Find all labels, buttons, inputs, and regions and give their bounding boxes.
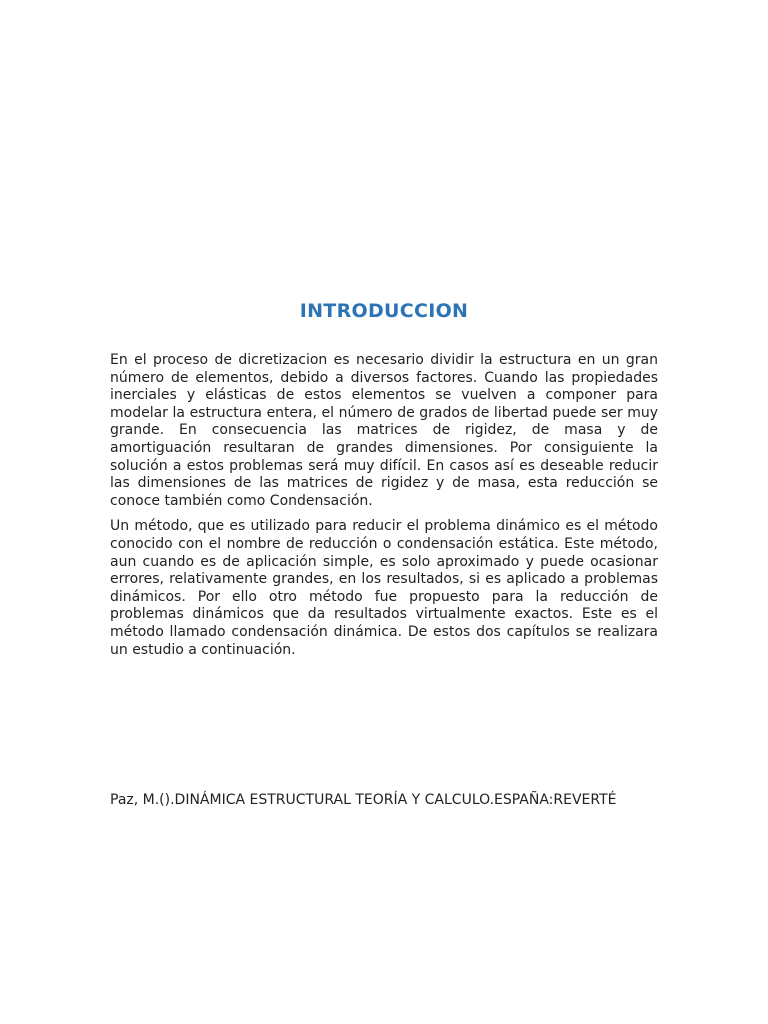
bibliographic-reference: Paz, M.().DINÁMICA ESTRUCTURAL TEORÍA Y CALCULO.ESPAÑA:REVERTÉ bbox=[110, 792, 617, 808]
paragraph-2: Un método, que es utilizado para reducir el problema dinámico es el método conocido con el nombre de reducción o condensación estática. Este método, aun cuando es de aplicación simple, es solo aproximado y puede ocasionar errores, relativamente grandes, en los resultados, si es aplicado a problemas dinámicos. Por ello otro método fue propuesto para la reducción de problemas dinámicos que da resultados virtualmente exactos. Este es el método llamado condensación dinámica. De estos dos capítulos se realizara un estudio a continuación. bbox=[110, 518, 658, 658]
body-text bbox=[110, 352, 658, 667]
page-title: INTRODUCCION bbox=[299, 300, 469, 322]
paragraph-1: En el proceso de dicretizacion es necesario dividir la estructura en un gran número de elementos, debido a diversos factores. Cuando las propiedades inerciales y elásticas de estos elementos se vuelven a componer para modelar la estructura entera, el número de grados de libertad puede ser muy grande. En consecuencia las matrices de rigidez, de masa y de amortiguación resultaran de grandes dimensiones. Por consiguiente la solución a estos problemas será muy difícil. En casos así es deseable reducir las dimensiones de las matrices de rigidez y de masa, esta reducción se conoce también como Condensación. bbox=[110, 352, 658, 509]
